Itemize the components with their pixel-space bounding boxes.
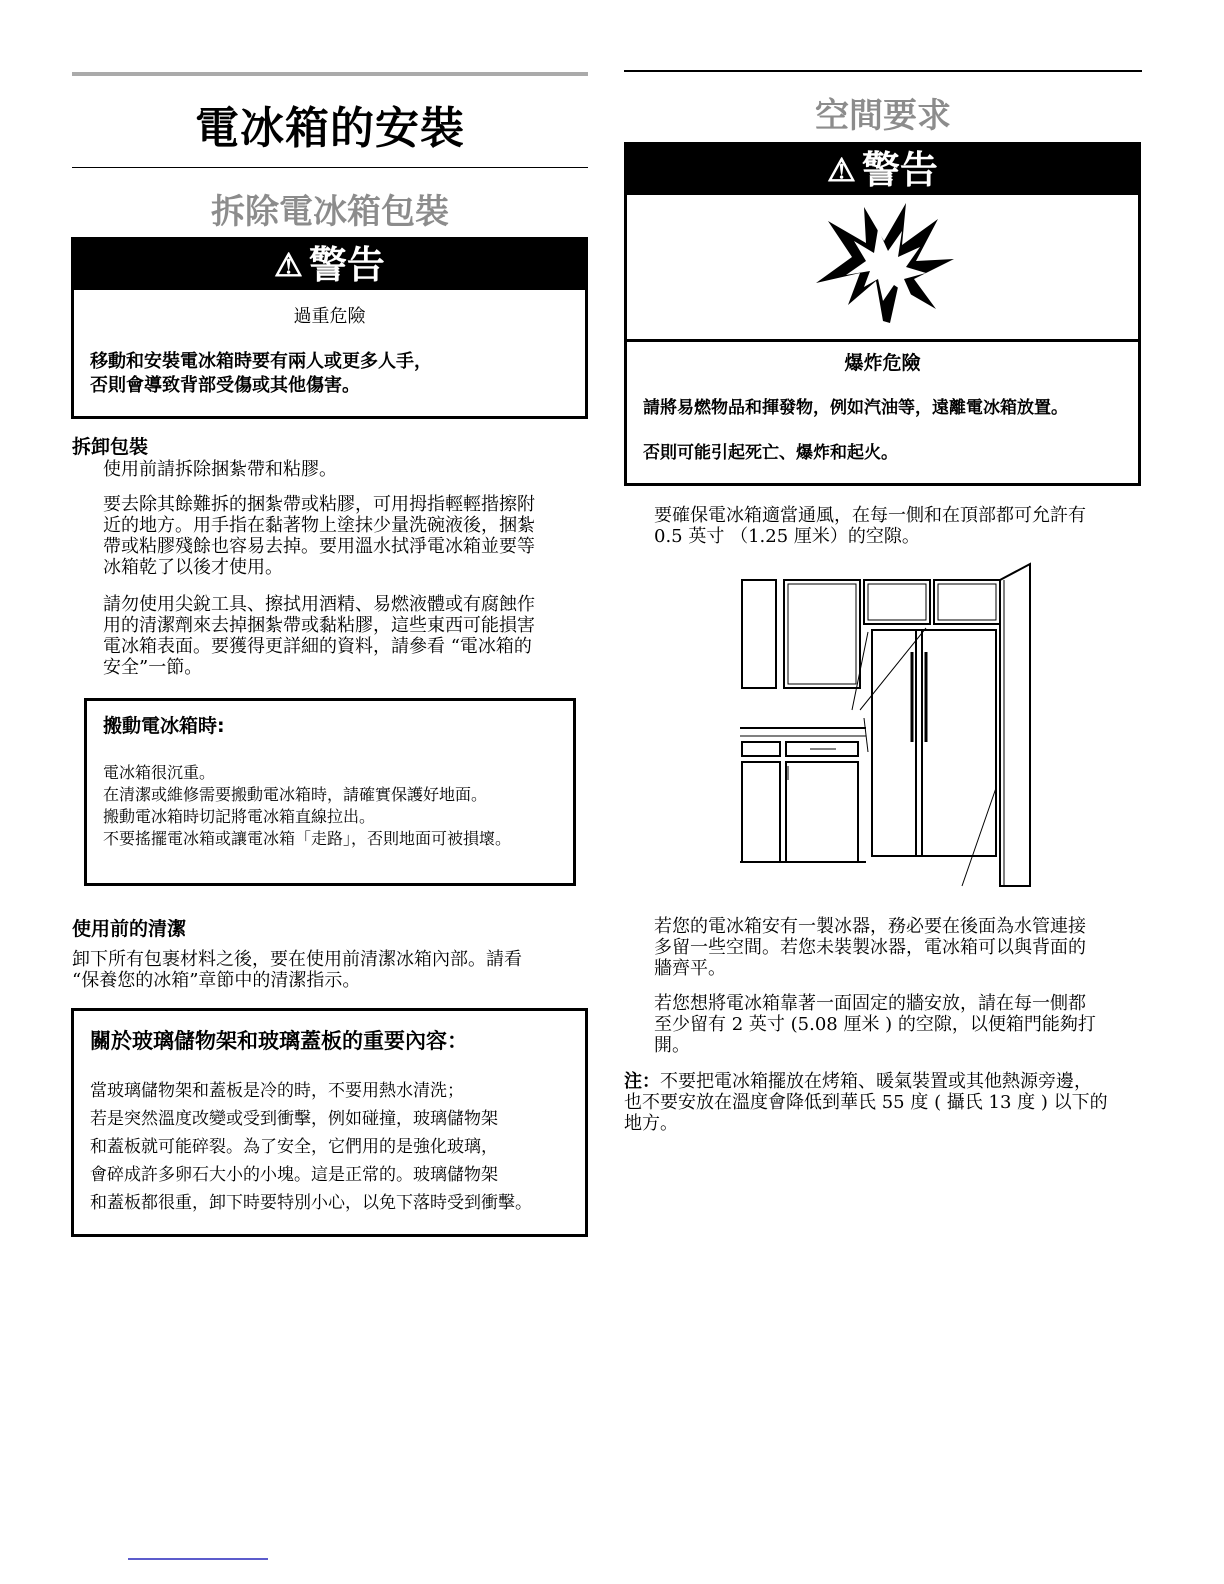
warning-heading: 警告 bbox=[308, 242, 385, 287]
top-rule-right bbox=[624, 70, 1142, 72]
text-line: 請勿使用尖銳工具、擦拭用酒精、易燃液體或有腐蝕作 bbox=[103, 594, 535, 615]
text-line: 開。 bbox=[654, 1035, 690, 1056]
text-line: 在清潔或維修需要搬動電冰箱時，請確實保護好地面。 bbox=[103, 785, 488, 804]
text-line: 當玻璃儲物架和蓋板是冷的時，不要用熱水清洗； bbox=[90, 1081, 464, 1101]
text-line: 至少留有 2 英寸 (5.08 厘米 ) 的空隙，以便箱門能夠打 bbox=[654, 1014, 1096, 1035]
unpack-paragraph-3 bbox=[103, 594, 588, 678]
text-line: 不要搖擺電冰箱或讓電冰箱「走路」，否則地面可被損壞。 bbox=[103, 829, 512, 848]
text-line: 不要把電冰箱擺放在烤箱、暖氣裝置或其他熱源旁邊， bbox=[660, 1071, 1092, 1092]
explosion-warning-box bbox=[624, 142, 1141, 486]
warning-line: 否則可能引起死亡、爆炸和起火。 bbox=[643, 443, 898, 463]
text-line: 電冰箱表面。要獲得更詳細的資料，請參看 “電冰箱的 bbox=[103, 636, 532, 657]
top-rule-left bbox=[72, 72, 588, 76]
text-line: 牆齊平。 bbox=[654, 958, 726, 979]
unpack-heading: 拆卸包裝 bbox=[72, 436, 149, 458]
warning-header bbox=[627, 145, 1138, 195]
text-line: 要去除其餘難拆的捆紮帶或粘膠，可用拇指輕輕揩擦附 bbox=[103, 494, 535, 515]
text-line: 電冰箱很沉重。 bbox=[103, 763, 216, 782]
text-line: 也不要安放在溫度會降低到華氏 55 度 ( 攝氏 13 度 ) 以下的 bbox=[624, 1092, 1108, 1113]
text-line: 和蓋板就可能碎裂。為了安全，它們用的是強化玻璃， bbox=[90, 1137, 498, 1157]
hazard-label: 過重危險 bbox=[293, 306, 366, 327]
title-rule bbox=[72, 167, 588, 168]
page-title: 電冰箱的安裝 bbox=[195, 103, 465, 154]
text-line: 用的清潔劑來去掉捆紮帶或黏粘膠，這些東西可能損害 bbox=[103, 615, 535, 636]
glass-box-title: 關於玻璃儲物架和玻璃蓋板的重要內容： bbox=[90, 1029, 468, 1053]
text-line: 帶或粘膠殘餘也容易去掉。要用溫水拭淨電冰箱並要等 bbox=[103, 536, 535, 557]
cleaning-heading: 使用前的清潔 bbox=[72, 918, 187, 940]
text-line: 和蓋板都很重，卸下時要特別小心，以免下落時受到衝擊。 bbox=[90, 1193, 532, 1213]
wall-clearance-paragraph bbox=[654, 993, 1142, 1056]
warning-header bbox=[74, 240, 585, 290]
text-line: 若您的電冰箱安有一製冰器，務必要在後面為水管連接 bbox=[654, 916, 1086, 937]
text-line: 若是突然溫度改變或受到衝擊，例如碰撞，玻璃儲物架 bbox=[90, 1109, 498, 1129]
footer-rule bbox=[128, 1558, 268, 1560]
warning-line: 請將易燃物品和揮發物，例如汽油等，遠離電冰箱放置。 bbox=[643, 398, 1068, 418]
glass-info-box bbox=[71, 1008, 588, 1237]
text-line: 搬動電冰箱時切記將電冰箱直線拉出。 bbox=[103, 807, 376, 826]
unpack-paragraph-1 bbox=[103, 459, 588, 480]
space-section-title: 空間要求 bbox=[815, 96, 951, 136]
cleaning-paragraph bbox=[72, 949, 588, 991]
ventilation-paragraph bbox=[654, 505, 1142, 547]
warning-line: 否則會導致背部受傷或其他傷害。 bbox=[90, 375, 360, 396]
text-line: 卸下所有包裹材料之後，要在使用前清潔冰箱內部。請看 bbox=[72, 949, 522, 970]
text-line: 0.5 英寸 （1.25 厘米）的空隙。 bbox=[654, 526, 920, 547]
text-line: 多留一些空間。若您未裝製冰器，電冰箱可以與背面的 bbox=[654, 937, 1086, 958]
icemaker-paragraph bbox=[654, 916, 1142, 979]
unpack-paragraph-2 bbox=[103, 494, 588, 578]
text-line: 地方。 bbox=[624, 1113, 678, 1134]
warning-body bbox=[627, 348, 1138, 463]
warning-body bbox=[74, 302, 585, 398]
moving-info-box bbox=[84, 698, 576, 886]
text-line: 要確保電冰箱適當通風，在每一側和在頂部都可允許有 bbox=[654, 505, 1086, 526]
text-line: 近的地方。用手指在黏著物上塗抹少量洗碗液後，捆紮 bbox=[103, 515, 535, 536]
note-paragraph bbox=[624, 1071, 1142, 1134]
text-line: 安全”一節。 bbox=[103, 657, 203, 678]
warning-line: 移動和安裝電冰箱時要有兩人或更多人手， bbox=[90, 351, 432, 372]
warning-triangle-icon: ⚠ bbox=[274, 246, 303, 284]
explosion-icon bbox=[627, 195, 1138, 342]
note-label: 注： bbox=[624, 1071, 660, 1092]
unpack-section-title: 拆除電冰箱包裝 bbox=[211, 192, 449, 232]
text-line: 冰箱乾了以後才使用。 bbox=[103, 557, 283, 578]
warning-triangle-icon: ⚠ bbox=[827, 151, 856, 189]
warning-heading: 警告 bbox=[861, 147, 938, 192]
hazard-label: 爆炸危險 bbox=[844, 352, 921, 374]
text-line: 使用前請拆除捆紮帶和粘膠。 bbox=[103, 459, 337, 480]
text-line: 若您想將電冰箱靠著一面固定的牆安放，請在每一側都 bbox=[654, 993, 1086, 1014]
moving-box-title: 搬動電冰箱時: bbox=[103, 715, 225, 737]
text-line: “保養您的冰箱”章節中的清潔指示。 bbox=[72, 970, 361, 991]
weight-warning-box bbox=[71, 237, 588, 419]
text-line: 會碎成許多卵石大小的小塊。這是正常的。玻璃儲物架 bbox=[90, 1165, 498, 1185]
refrigerator-clearance-diagram bbox=[740, 562, 1032, 890]
